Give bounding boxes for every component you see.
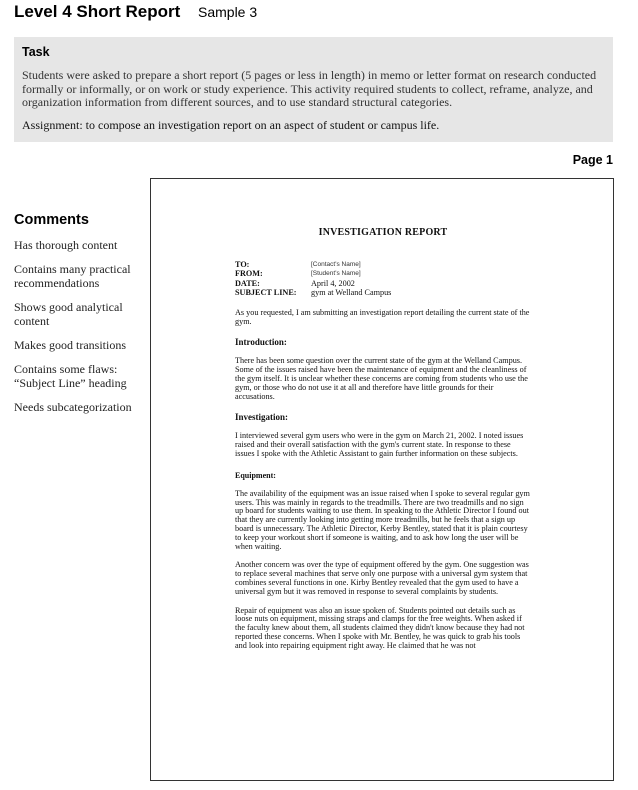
memo-from-label: FROM: <box>235 269 263 279</box>
introduction-paragraph: There has been some question over the current state of the gym at the Welland Campus. Some of the issues raised have been the maintenance of equipment and the cleanliness of the gym itself. It is unclear whether these concerns are coming from students who use the gym, or those who do not use it at all and therefore have little grounds for their accusations. <box>235 356 528 401</box>
investigation-paragraph: I interviewed several gym users who were in the gym on March 21, 2002. I noted issues raised and their overall satisfaction with the gym's current state. In response to these issues I spoke with the Athletic Assistant to gain further information on these subjects. <box>235 431 524 459</box>
comment-item: Contains some flaws: “Subject Line” heading <box>14 362 127 390</box>
report-title: INVESTIGATION REPORT <box>318 227 448 238</box>
investigation-heading: Investigation: <box>235 412 289 423</box>
task-assignment: Assignment: to compose an investigation report on an aspect of student or campus life. <box>22 117 440 132</box>
memo-to-value: [Contact's Name] <box>311 261 361 268</box>
page-number-label: Page 1 <box>572 153 613 167</box>
page-title: Level 4 Short Report <box>14 2 181 21</box>
sample-label: Sample 3 <box>198 4 258 20</box>
memo-header <box>235 260 531 298</box>
comment-item: Has thorough content <box>14 238 118 252</box>
task-description: Students were asked to prepare a short report (5 pages or less in length) in memo or letter format on research conducted formally or informally, or on work or study experience. This activity required students to collect, reframe, analyze, and organization information from different sources, and to use standard structural categories. <box>22 68 597 109</box>
comments-heading: Comments <box>14 212 89 228</box>
document-frame <box>150 178 614 781</box>
memo-from-row <box>235 269 531 278</box>
report-document <box>235 227 531 651</box>
memo-date-label: DATE: <box>235 278 260 288</box>
comment-item: Shows good analytical content <box>14 300 123 328</box>
memo-date-value: April 4, 2002 <box>311 278 355 288</box>
memo-date-row <box>235 279 531 288</box>
memo-from-value: [Student's Name] <box>311 270 361 278</box>
task-panel <box>14 37 613 142</box>
memo-subject-label: SUBJECT LINE: <box>235 288 297 298</box>
opening-paragraph: As you requested, I am submitting an investigation report detailing the current state of the gym. <box>235 307 530 327</box>
memo-to-row <box>235 260 531 269</box>
equipment-heading: Equipment: <box>235 470 276 480</box>
equipment-paragraph: Repair of equipment was also an issue spoken of. Students pointed out details such as loose nuts on equipment, missing straps and clamps for the free weights. When asked if the faculty knew about them, all students claimed they didn't know because they had not reported these concerns. When I spoke with Mr. Bentley, he was quick to grab his tools and look into repairing equipment right away. He claimed that he was not <box>235 605 525 650</box>
comment-item: Contains many practical recommendations <box>14 262 131 290</box>
equipment-paragraph: The availability of the equipment was an issue raised when I spoke to several regular gym users. This was mainly in regards to the treadmills. There are two treadmills and no sign up board for students waiting to use them. In speaking to the Athletic Director I found out that they are currently looking into getting more treadmills, but he feels that a sign up board is unnecessary. The Athletic Director, Kerby Bentley, stated that it is plain courtesy to keep your workout short if someone is waiting, and to ask how long the user will be when waiting. <box>235 488 530 551</box>
equipment-paragraph: Another concern was over the type of equipment offered by the gym. One suggestion was to replace several machines that serve only one purpose with a universal gym system that combines several functions in one. Kirby Bentley revealed that the gym used to have a universal gym but it was removed in response to several complaints by students. <box>235 560 529 596</box>
memo-subject-value: gym at Welland Campus <box>311 288 392 298</box>
comments-panel <box>14 212 142 424</box>
introduction-heading: Introduction: <box>235 337 287 348</box>
comment-item: Makes good transitions <box>14 338 126 352</box>
memo-to-label: TO: <box>235 260 250 269</box>
comment-item: Needs subcategorization <box>14 400 132 414</box>
memo-subject-row <box>235 288 531 297</box>
task-heading: Task <box>22 45 50 59</box>
